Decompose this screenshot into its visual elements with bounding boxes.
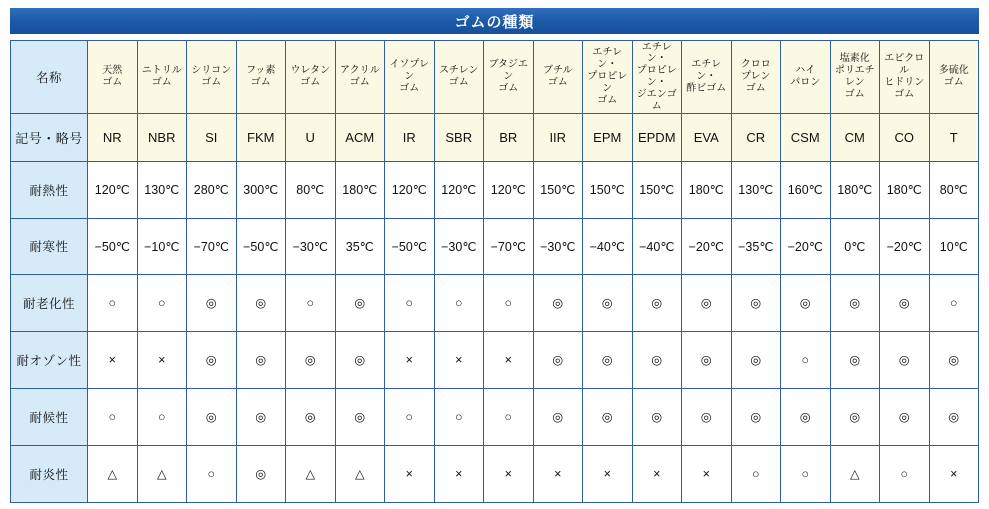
weather-mark: ○ (484, 389, 534, 446)
ozone-mark: ◎ (929, 332, 979, 389)
symbol-cell: EPM (583, 113, 633, 161)
symbol-cell: NR (88, 113, 138, 161)
cold-value: −35℃ (731, 218, 781, 275)
cold-value: −50℃ (385, 218, 435, 275)
column-header-material (335, 41, 385, 114)
column-header-material (434, 41, 484, 114)
heat-value: 120℃ (88, 161, 138, 218)
weather-mark: ◎ (583, 389, 633, 446)
material-name: エチレン・ 酢ビゴム (686, 59, 727, 94)
material-name: ブタジエン ゴム (488, 59, 528, 94)
flame-mark: × (434, 446, 484, 503)
heat-value: 180℃ (880, 161, 930, 218)
ozone-mark: × (434, 332, 484, 389)
aging-mark: ◎ (830, 275, 880, 332)
column-header-material (533, 41, 583, 114)
material-name: ブチル ゴム (543, 65, 573, 88)
material-name: ニトリル ゴム (141, 65, 182, 88)
aging-mark: ◎ (533, 275, 583, 332)
cold-value: −30℃ (533, 218, 583, 275)
cold-value: −50℃ (88, 218, 138, 275)
weather-mark: ○ (434, 389, 484, 446)
material-name: エチレン・ プロピレン ゴム (587, 47, 628, 106)
aging-mark: ◎ (632, 275, 682, 332)
flame-mark: × (533, 446, 583, 503)
material-name: エピクロル ヒドリン ゴム (884, 53, 925, 100)
aging-mark: ◎ (335, 275, 385, 332)
symbol-cell: SI (187, 113, 237, 161)
heat-value: 180℃ (830, 161, 880, 218)
table-row-ozone-resistance (11, 332, 979, 389)
ozone-mark: ◎ (335, 332, 385, 389)
row-label-cold-resistance: 耐寒性 (11, 218, 88, 275)
weather-mark: ◎ (929, 389, 979, 446)
heat-value: 150℃ (533, 161, 583, 218)
aging-mark: ○ (385, 275, 435, 332)
heat-value: 80℃ (929, 161, 979, 218)
aging-mark: ○ (137, 275, 187, 332)
cold-value: −40℃ (632, 218, 682, 275)
weather-mark: ◎ (682, 389, 732, 446)
weather-mark: ◎ (286, 389, 336, 446)
weather-mark: ○ (88, 389, 138, 446)
symbol-cell: NBR (137, 113, 187, 161)
material-name: エチレン・ プロピレン・ ジエンゴム (636, 41, 677, 112)
symbol-cell: IIR (533, 113, 583, 161)
cold-value: −70℃ (484, 218, 534, 275)
column-header-material (137, 41, 187, 114)
material-name: フッ素 ゴム (246, 65, 276, 88)
heat-value: 120℃ (484, 161, 534, 218)
heat-value: 180℃ (682, 161, 732, 218)
material-name: アクリル ゴム (339, 65, 380, 88)
row-label-ozone-resistance: 耐オゾン性 (11, 332, 88, 389)
heat-value: 300℃ (236, 161, 286, 218)
aging-mark: ◎ (236, 275, 286, 332)
aging-mark: ○ (484, 275, 534, 332)
ozone-mark: ◎ (632, 332, 682, 389)
aging-mark: ○ (286, 275, 336, 332)
column-header-material (632, 41, 682, 114)
aging-mark: ◎ (682, 275, 732, 332)
ozone-mark: ◎ (731, 332, 781, 389)
flame-mark: × (583, 446, 633, 503)
flame-mark: ○ (880, 446, 930, 503)
flame-mark: △ (335, 446, 385, 503)
table-row-aging-resistance (11, 275, 979, 332)
symbol-cell: U (286, 113, 336, 161)
cold-value: −70℃ (187, 218, 237, 275)
row-label-name: 名称 (11, 41, 88, 114)
heat-value: 80℃ (286, 161, 336, 218)
heat-value: 180℃ (335, 161, 385, 218)
column-header-material (731, 41, 781, 114)
ozone-mark: ◎ (533, 332, 583, 389)
heat-value: 130℃ (137, 161, 187, 218)
material-name: 多硫化 ゴム (938, 65, 969, 88)
column-header-material (781, 41, 831, 114)
column-header-material (830, 41, 880, 114)
flame-mark: × (484, 446, 534, 503)
weather-mark: ◎ (781, 389, 831, 446)
material-name: イソプレン ゴム (389, 59, 430, 94)
symbol-cell: CR (731, 113, 781, 161)
column-header-material (682, 41, 732, 114)
heat-value: 130℃ (731, 161, 781, 218)
column-header-material (236, 41, 286, 114)
symbol-cell: FKM (236, 113, 286, 161)
weather-mark: ◎ (830, 389, 880, 446)
ozone-mark: ◎ (830, 332, 880, 389)
symbol-cell: BR (484, 113, 534, 161)
material-name: ウレタン ゴム (290, 65, 331, 88)
symbol-cell: IR (385, 113, 435, 161)
cold-value: 0℃ (830, 218, 880, 275)
weather-mark: ◎ (632, 389, 682, 446)
ozone-mark: × (88, 332, 138, 389)
table-row-heat-resistance (11, 161, 979, 218)
row-label-weather-resistance: 耐候性 (11, 389, 88, 446)
cold-value: −10℃ (137, 218, 187, 275)
ozone-mark: ◎ (286, 332, 336, 389)
weather-mark: ◎ (236, 389, 286, 446)
weather-mark: ◎ (731, 389, 781, 446)
flame-mark: ○ (781, 446, 831, 503)
symbol-cell: CSM (781, 113, 831, 161)
symbol-cell: CM (830, 113, 880, 161)
flame-mark: × (632, 446, 682, 503)
cold-value: −30℃ (434, 218, 484, 275)
ozone-mark: ○ (781, 332, 831, 389)
column-header-material (385, 41, 435, 114)
weather-mark: ○ (137, 389, 187, 446)
ozone-mark: × (385, 332, 435, 389)
flame-mark: △ (137, 446, 187, 503)
flame-mark: × (929, 446, 979, 503)
aging-mark: ◎ (187, 275, 237, 332)
material-name: シリコン ゴム (191, 65, 232, 88)
table-row-symbols (11, 113, 979, 161)
weather-mark: ◎ (335, 389, 385, 446)
cold-value: −20℃ (781, 218, 831, 275)
column-header-material (187, 41, 237, 114)
ozone-mark: × (484, 332, 534, 389)
flame-mark: ◎ (236, 446, 286, 503)
flame-mark: ○ (731, 446, 781, 503)
symbol-cell: SBR (434, 113, 484, 161)
material-name: スチレン ゴム (439, 65, 479, 88)
column-header-material (880, 41, 930, 114)
row-label-symbol: 記号・略号 (11, 113, 88, 161)
symbol-cell: EVA (682, 113, 732, 161)
ozone-mark: × (137, 332, 187, 389)
flame-mark: △ (830, 446, 880, 503)
symbol-cell: EPDM (632, 113, 682, 161)
rubber-types-table (10, 40, 979, 503)
ozone-mark: ◎ (880, 332, 930, 389)
cold-value: −20℃ (682, 218, 732, 275)
ozone-mark: ◎ (236, 332, 286, 389)
table-row-flame-resistance (11, 446, 979, 503)
symbol-cell: CO (880, 113, 930, 161)
table-row-material-names (11, 41, 979, 114)
cold-value: 10℃ (929, 218, 979, 275)
aging-mark: ◎ (781, 275, 831, 332)
heat-value: 160℃ (781, 161, 831, 218)
column-header-material (484, 41, 534, 114)
cold-value: −50℃ (236, 218, 286, 275)
ozone-mark: ◎ (682, 332, 732, 389)
heat-value: 120℃ (385, 161, 435, 218)
row-label-heat-resistance: 耐熱性 (11, 161, 88, 218)
column-header-material (583, 41, 633, 114)
material-name: 塩素化 ポリエチレン ゴム (834, 53, 875, 100)
weather-mark: ◎ (880, 389, 930, 446)
row-label-aging-resistance: 耐老化性 (11, 275, 88, 332)
flame-mark: ○ (187, 446, 237, 503)
flame-mark: △ (88, 446, 138, 503)
heat-value: 150℃ (632, 161, 682, 218)
aging-mark: ○ (88, 275, 138, 332)
aging-mark: ◎ (731, 275, 781, 332)
ozone-mark: ◎ (187, 332, 237, 389)
aging-mark: ○ (434, 275, 484, 332)
heat-value: 120℃ (434, 161, 484, 218)
weather-mark: ◎ (533, 389, 583, 446)
cold-value: −30℃ (286, 218, 336, 275)
cold-value: −20℃ (880, 218, 930, 275)
cold-value: −40℃ (583, 218, 633, 275)
material-name: 天然 ゴム (102, 65, 123, 88)
table-row-cold-resistance (11, 218, 979, 275)
symbol-cell: T (929, 113, 979, 161)
weather-mark: ◎ (187, 389, 237, 446)
row-label-flame-resistance: 耐炎性 (11, 446, 88, 503)
ozone-mark: ◎ (583, 332, 633, 389)
material-name: クロロ プレン ゴム (740, 59, 771, 94)
flame-mark: △ (286, 446, 336, 503)
weather-mark: ○ (385, 389, 435, 446)
heat-value: 280℃ (187, 161, 237, 218)
aging-mark: ◎ (880, 275, 930, 332)
aging-mark: ◎ (583, 275, 633, 332)
table-row-weather-resistance (11, 389, 979, 446)
flame-mark: × (385, 446, 435, 503)
heat-value: 150℃ (583, 161, 633, 218)
column-header-material (88, 41, 138, 114)
cold-value: 35℃ (335, 218, 385, 275)
page-title: ゴムの種類 (10, 8, 979, 34)
material-name: ハイ パロン (790, 65, 821, 88)
column-header-material (929, 41, 979, 114)
symbol-cell: ACM (335, 113, 385, 161)
aging-mark: ○ (929, 275, 979, 332)
flame-mark: × (682, 446, 732, 503)
column-header-material (286, 41, 336, 114)
